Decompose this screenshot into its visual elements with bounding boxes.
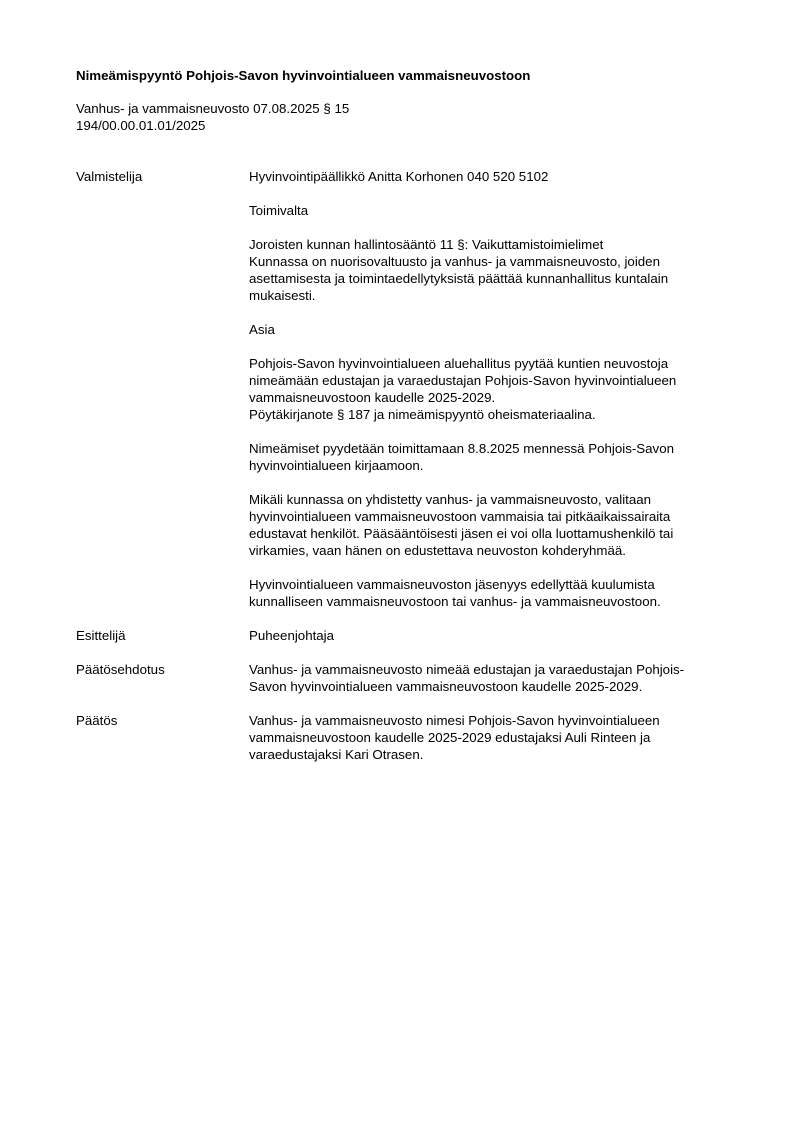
section-content-valmistelija: [249, 168, 736, 610]
matter-line: Pohjois-Savon hyvinvointialueen aluehallitus pyytää kuntien neuvostoja: [249, 356, 669, 371]
combined-council-line: virkamies, vaan hänen on edustettava neuvoston kohderyhmää.: [249, 543, 626, 558]
section-content-paatos: [249, 712, 736, 763]
authority-line: asettamisesta ja toimintaedellytyksistä päättää kunnanhallitus kuntalain: [249, 271, 669, 286]
matter-heading: Asia: [249, 322, 275, 337]
combined-council-line: hyvinvointialueen vammaisneuvostoon vammaisia tai pitkäaikaissairaita: [249, 509, 671, 524]
matter-line: nimeämään edustajan ja varaedustajan Pohjois-Savon hyvinvointialueen: [249, 373, 677, 388]
section-label-paatos: Päätös: [76, 713, 118, 728]
authority-line: mukaisesti.: [249, 288, 316, 303]
meeting-reference: Vanhus- ja vammaisneuvosto 07.08.2025 § 15: [76, 101, 350, 116]
authority-heading: Toimivalta: [249, 203, 309, 218]
section-paatosehdotus: [76, 661, 736, 695]
matter-line: vammaisneuvostoon kaudelle 2025-2029.: [249, 390, 496, 405]
deadline-line: hyvinvointialueen kirjaamoon.: [249, 458, 424, 473]
section-esittelija: [76, 627, 736, 644]
preparer-paragraph: [249, 168, 736, 185]
combined-council-line: Mikäli kunnassa on yhdistetty vanhus- ja vammaisneuvosto, valitaan: [249, 492, 652, 507]
matter-heading-paragraph: [249, 321, 736, 338]
document-title: Nimeämispyyntö Pohjois-Savon hyvinvointialueen vammaisneuvostoon: [76, 68, 531, 83]
membership-line: kunnalliseen vammaisneuvostoon tai vanhus- ja vammaisneuvostoon.: [249, 594, 661, 609]
case-number: 194/00.00.01.01/2025: [76, 118, 206, 133]
matter-line: Pöytäkirjanote § 187 ja nimeämispyyntö oheismateriaalina.: [249, 407, 596, 422]
authority-line: Joroisten kunnan hallintosääntö 11 §: Vaikuttamistoimielimet: [249, 237, 604, 252]
document-page: [76, 67, 736, 763]
decision-line: Vanhus- ja vammaisneuvosto nimesi Pohjois-Savon hyvinvointialueen: [249, 713, 660, 728]
authority-heading-paragraph: [249, 202, 736, 219]
deadline-paragraph: [249, 440, 736, 474]
decision-line: vammaisneuvostoon kaudelle 2025-2029 edustajaksi Auli Rinteen ja: [249, 730, 651, 745]
membership-line: Hyvinvointialueen vammaisneuvoston jäsenyys edellyttää kuulumista: [249, 577, 655, 592]
meeting-meta: [76, 100, 736, 134]
matter-paragraph: [249, 355, 736, 423]
combined-council-paragraph: [249, 491, 736, 559]
authority-line: Kunnassa on nuorisovaltuusto ja vanhus- ja vammaisneuvosto, joiden: [249, 254, 660, 269]
decision-line: varaedustajaksi Kari Otrasen.: [249, 747, 424, 762]
combined-council-line: edustavat henkilöt. Pääsääntöisesti jäsen ei voi olla luottamushenkilö tai: [249, 526, 674, 541]
section-content-esittelija: [249, 627, 736, 644]
proposal-line: Savon hyvinvointialueen vammaisneuvostoon kaudelle 2025-2029.: [249, 679, 643, 694]
authority-paragraph: [249, 236, 736, 304]
presenter-text: Puheenjohtaja: [249, 628, 335, 643]
membership-paragraph: [249, 576, 736, 610]
section-label-paatosehdotus: Päätösehdotus: [76, 662, 165, 677]
section-valmistelija: [76, 168, 736, 610]
deadline-line: Nimeämiset pyydetään toimittamaan 8.8.2025 mennessä Pohjois-Savon: [249, 441, 674, 456]
section-label-valmistelija: Valmistelija: [76, 169, 143, 184]
section-label-esittelija: Esittelijä: [76, 628, 126, 643]
section-content-paatosehdotus: [249, 661, 736, 695]
preparer-line: Hyvinvointipäällikkö Anitta Korhonen 040 520 5102: [249, 169, 549, 184]
section-paatos: [76, 712, 736, 763]
proposal-line: Vanhus- ja vammaisneuvosto nimeää edustajan ja varaedustajan Pohjois-: [249, 662, 685, 677]
